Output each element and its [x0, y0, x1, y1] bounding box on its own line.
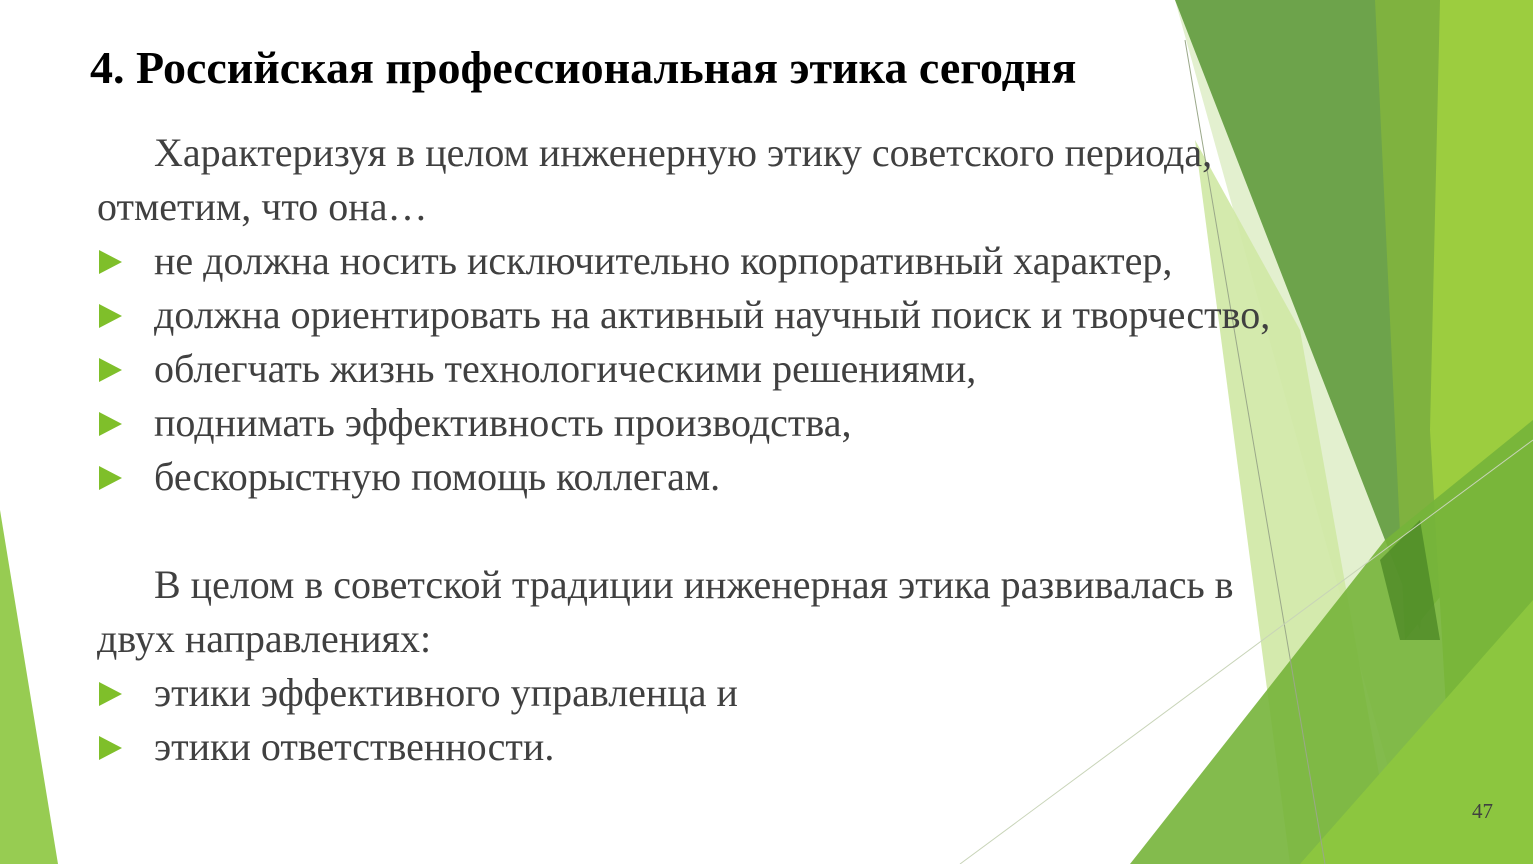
spacer: [97, 504, 1307, 558]
bullet-item-1: [97, 234, 1307, 288]
bullet-text: должна ориентировать на активный научный поиск и творчество,: [154, 292, 1271, 337]
slide-body: [97, 126, 1307, 774]
left-green-shape: [0, 510, 58, 864]
second-paragraph: В целом в советской традиции инженерная этика развивалась в двух направлениях:: [97, 562, 1234, 661]
slide-title: 4. Российская профессиональная этика сегодня: [90, 42, 1077, 93]
bullet-item-6: [97, 666, 1307, 720]
triangle-right-icon: [97, 720, 154, 774]
triangle-right-icon: [97, 450, 154, 504]
triangle-right-icon: [97, 342, 154, 396]
bullet-text: этики эффективного управленца и: [154, 670, 738, 715]
page-number: 47: [1472, 799, 1493, 823]
bullet-item-7: [97, 720, 1307, 774]
bullet-item-5: [97, 450, 1307, 504]
triangle-right-icon: [97, 666, 154, 720]
bullet-text: бескорыстную помощь коллегам.: [154, 454, 721, 499]
bullet-item-4: [97, 396, 1307, 450]
triangle-right-icon: [97, 288, 154, 342]
bullet-text: поднимать эффективность производства,: [154, 400, 852, 445]
bullet-item-3: [97, 342, 1307, 396]
bullet-text: облегчать жизнь технологическими решениями,: [154, 346, 977, 391]
triangle-right-icon: [97, 396, 154, 450]
bullet-item-2: [97, 288, 1307, 342]
bullet-text: этики ответственности.: [154, 724, 555, 769]
intro-paragraph: Характеризуя в целом инженерную этику советского периода, отметим, что она…: [97, 130, 1213, 229]
bullet-text: не должна носить исключительно корпоративный характер,: [154, 238, 1173, 283]
triangle-right-icon: [97, 234, 154, 288]
